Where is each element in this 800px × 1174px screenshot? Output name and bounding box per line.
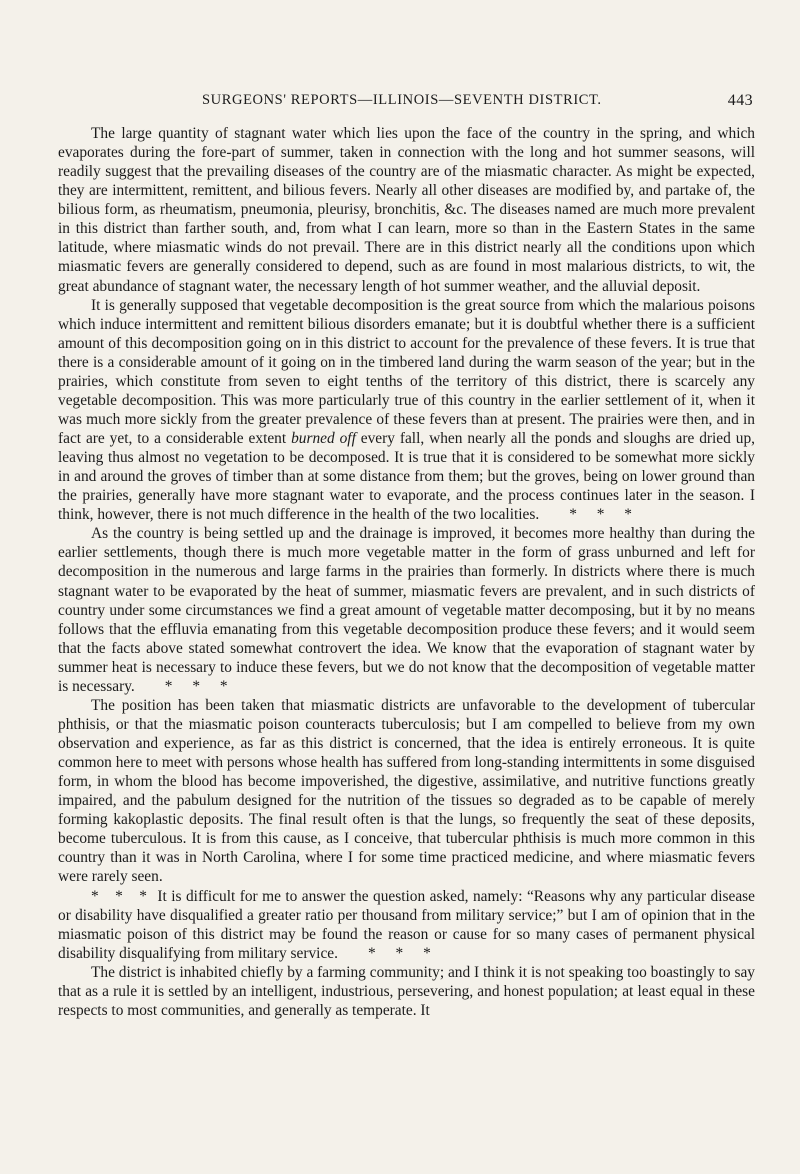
paragraph-5-text: It is difficult for me to answer the question asked, namely: “Reasons why any particular disease or disability have disqualified a greater ratio per thousand from military service;” but I am of opinion that in the miasmatic poison of this district may be found the reason or cause for so many cases of permanent physical disability disqualifying from military service. [58, 887, 755, 962]
running-head: SURGEONS' REPORTS—ILLINOIS—SEVENTH DISTRICT. [202, 92, 602, 108]
omission-marks: * * * [164, 677, 236, 695]
paragraph-6-text: The district is inhabited chiefly by a farming community; and I think it is not speaking too boastingly to say that as a rule it is settled by an intelligent, industrious, persevering, and honest population; at least equal in these respects to most communities, and generally as temperate. It [58, 963, 755, 1019]
omission-marks: * * * [91, 887, 153, 905]
page-number: 443 [727, 92, 753, 109]
omission-marks: * * * [367, 944, 439, 962]
paragraph-1 [58, 124, 755, 296]
page-header [58, 92, 753, 112]
paragraph-1-text: The large quantity of stagnant water which lies upon the face of the country in the spring, and which evaporates during the fore-part of summer, taken in connection with the long and hot summer seasons, will readily suggest that the prevailing diseases of the country are of the miasmatic character. As might be expected, they are intermittent, remittent, and bilious fevers. Nearly all other diseases are modified by, and partake of, the bilious form, as rheumatism, pneumonia, pleurisy, bronchitis, &c. The diseases named are much more prevalent in this district than farther south, and, from what I can learn, more so than in the Eastern States in the same latitude, where miasmatic winds do not prevail. There are in this district nearly all the conditions upon which miasmatic fevers are generally considered to depend, such as are found in most malarious districts, to wit, the great abundance of stagnant water, the necessary length of hot summer weather, and the alluvial deposit. [58, 125, 755, 295]
paragraph-3 [58, 524, 755, 696]
paragraph-6 [58, 963, 755, 1020]
omission-marks: * * * [569, 506, 640, 524]
paragraph-2-text-a: It is generally supposed that vegetable decomposition is the great source from which the malarious poisons which induce intermittent and remittent bilious disorders emanate; but it is doubtful whether there is a sufficient amount of this decomposition going on in this district to account for the prevalence of these fevers. It is true that there is a considerable amount of it going on in the timbered land during the warm season of the year; but in the prairies, which constitute from seven to eight tenths of the territory of this district, there is scarcely any vegetable decomposition. This was more particularly true of this country in the earlier settlement of it, when it was much more sickly from the greater prevalence of these fevers than at present. The prairies were then, and in fact are yet, to a considerable extent [58, 296, 755, 447]
paragraph-4 [58, 696, 755, 887]
paragraph-5 [58, 887, 755, 963]
body-text [58, 124, 755, 1020]
paragraph-2-text-b: every fall, when nearly all the ponds and sloughs are dried up, leaving thus almost no vegetation to be decomposed. It is true that it is considered to be somewhat more sickly in and around the groves of timber than at some distance from them; but the groves, being on lower ground than the prairies, generally have more stagnant water to evaporate, and the process continues later in the season. I think, however, there is not much difference in the health of the two localities. [58, 430, 755, 524]
paragraph-3-text: As the country is being settled up and the drainage is improved, it becomes more healthy than during the earlier settlements, though there is much more vegetable matter in the form of grass unburned and left for decomposition in the numerous and large farms in the prairies than formerly. In districts where there is much stagnant water to be evaporated by the heat of summer, miasmatic fevers are prevalent, and in such districts of country under some circumstances we find a great amount of vegetable matter decomposing, but it by no means follows that the effluvia emanating from this vegetable decomposition produce these fevers; and it would seem that the facts above stated somewhat controvert the idea. We know that the evaporation of stagnant water by summer heat is necessary to induce these fevers, but we do not know that the decomposition of vegetable matter is necessary. [58, 525, 755, 695]
paragraph-2-emphasis: burned off [291, 430, 356, 447]
paragraph-4-text: The position has been taken that miasmatic districts are unfavorable to the development of tubercular phthisis, or that the miasmatic poison counteracts tuberculosis; but I am compelled to believe from my own observation and experience, as far as this district is concerned, that the idea is entirely erroneous. It is quite common here to meet with persons whose health has suffered from long-standing intermittents in some disguised form, in whom the blood has become impoverished, the digestive, assimilative, and nutritive functions greatly impaired, and the pabulum designed for the nutrition of the tissues so degraded as to be capable of merely forming kakoplastic deposits. The final result often is that the lungs, so frequently the seat of these deposits, become tuberculous. It is from this cause, as I conceive, that tubercular phthisis is much more common in this country than it was in North Carolina, where I for some time practiced medicine, and where miasmatic fevers were rarely seen. [58, 696, 755, 886]
paragraph-2 [58, 296, 755, 525]
